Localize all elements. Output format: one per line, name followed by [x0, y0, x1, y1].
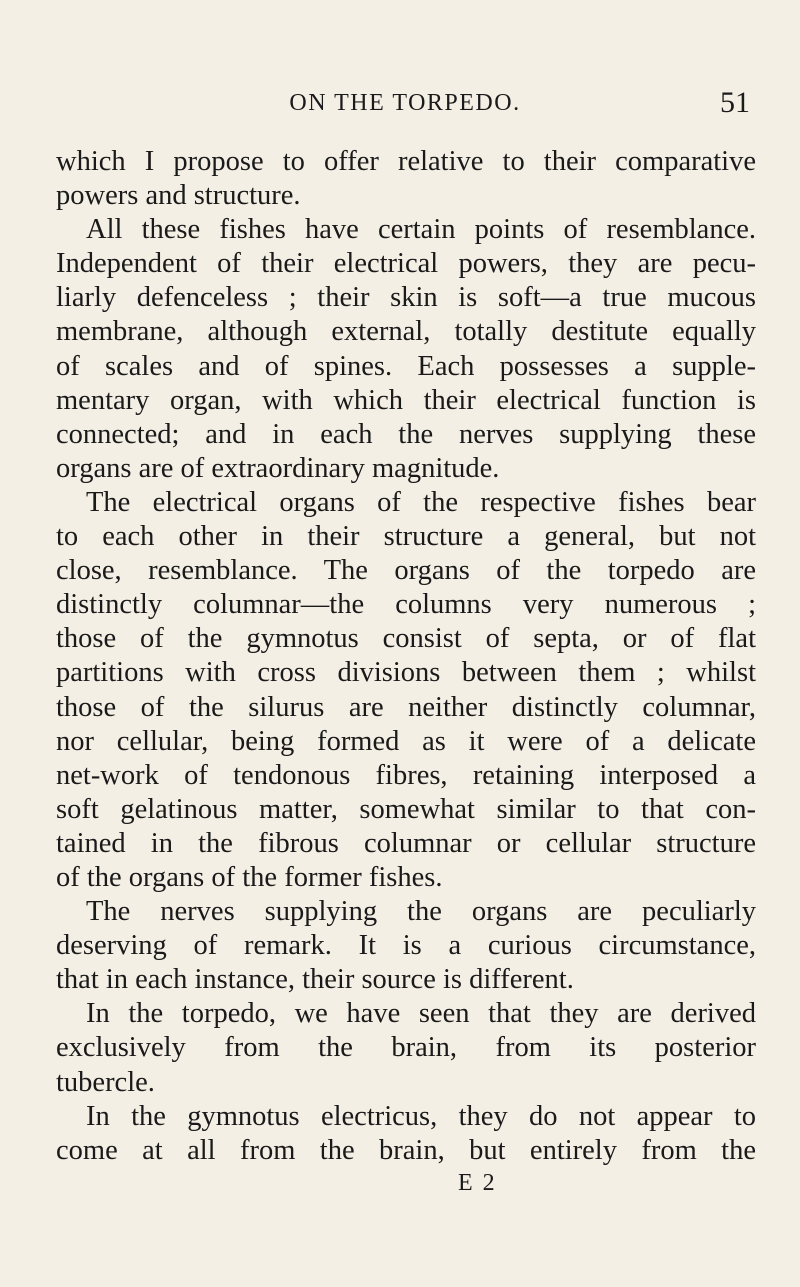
text-line: net-work of tendonous fibres, retaining interposed a	[56, 759, 756, 791]
running-title: ON THE TORPEDO.	[289, 90, 521, 116]
text-line: deserving of remark. It is a curious circumstance,	[56, 930, 756, 962]
text-line: membrane, although external, totally destitute equally	[56, 316, 756, 348]
text-line: liarly defenceless ; their skin is soft—a true mucous	[56, 282, 756, 314]
text-line: of the organs of the former fishes.	[56, 861, 443, 893]
text-line: The electrical organs of the respective fishes bear	[86, 486, 756, 518]
text-line: to each other in their structure a general, but not	[56, 521, 756, 553]
text-line: come at all from the brain, but entirely from the	[56, 1134, 756, 1166]
text-line: connected; and in each the nerves supplying these	[56, 418, 756, 450]
text-line: Independent of their electrical powers, they are pecu-	[56, 248, 756, 280]
text-line: All these fishes have certain points of resemblance.	[86, 214, 756, 246]
text-line: powers and structure.	[56, 180, 301, 212]
text-line: nor cellular, being formed as it were of a delicate	[56, 725, 756, 757]
text-line: those of the silurus are neither distinctly columnar,	[56, 691, 756, 723]
text-line: of scales and of spines. Each possesses a supple-	[56, 350, 756, 382]
signature-mark: E 2	[458, 1170, 497, 1196]
text-line: In the gymnotus electricus, they do not appear to	[86, 1100, 756, 1132]
text-line: that in each instance, their source is different.	[56, 964, 574, 996]
text-line: mentary organ, with which their electrical function is	[56, 384, 756, 416]
text-line: In the torpedo, we have seen that they are derived	[86, 998, 756, 1030]
page-number: 51	[720, 86, 750, 119]
text-line: partitions with cross divisions between them ; whilst	[56, 657, 756, 689]
text-line: which I propose to offer relative to their comparative	[56, 146, 756, 177]
running-head	[60, 86, 750, 130]
text-line: The nerves supplying the organs are peculiarly	[86, 896, 756, 928]
text-line: those of the gymnotus consist of septa, or of flat	[56, 623, 756, 655]
text-line: tubercle.	[56, 1066, 155, 1098]
text-line: close, resemblance. The organs of the torpedo are	[56, 555, 756, 587]
text-line: tained in the fibrous columnar or cellular structure	[56, 827, 756, 859]
text-line: exclusively from the brain, from its posterior	[56, 1032, 756, 1064]
text-line: soft gelatinous matter, somewhat similar to that con-	[56, 793, 756, 825]
body-text	[56, 145, 756, 1168]
text-line: distinctly columnar—the columns very numerous ;	[56, 589, 756, 621]
text-line: organs are of extraordinary magnitude.	[56, 452, 500, 484]
